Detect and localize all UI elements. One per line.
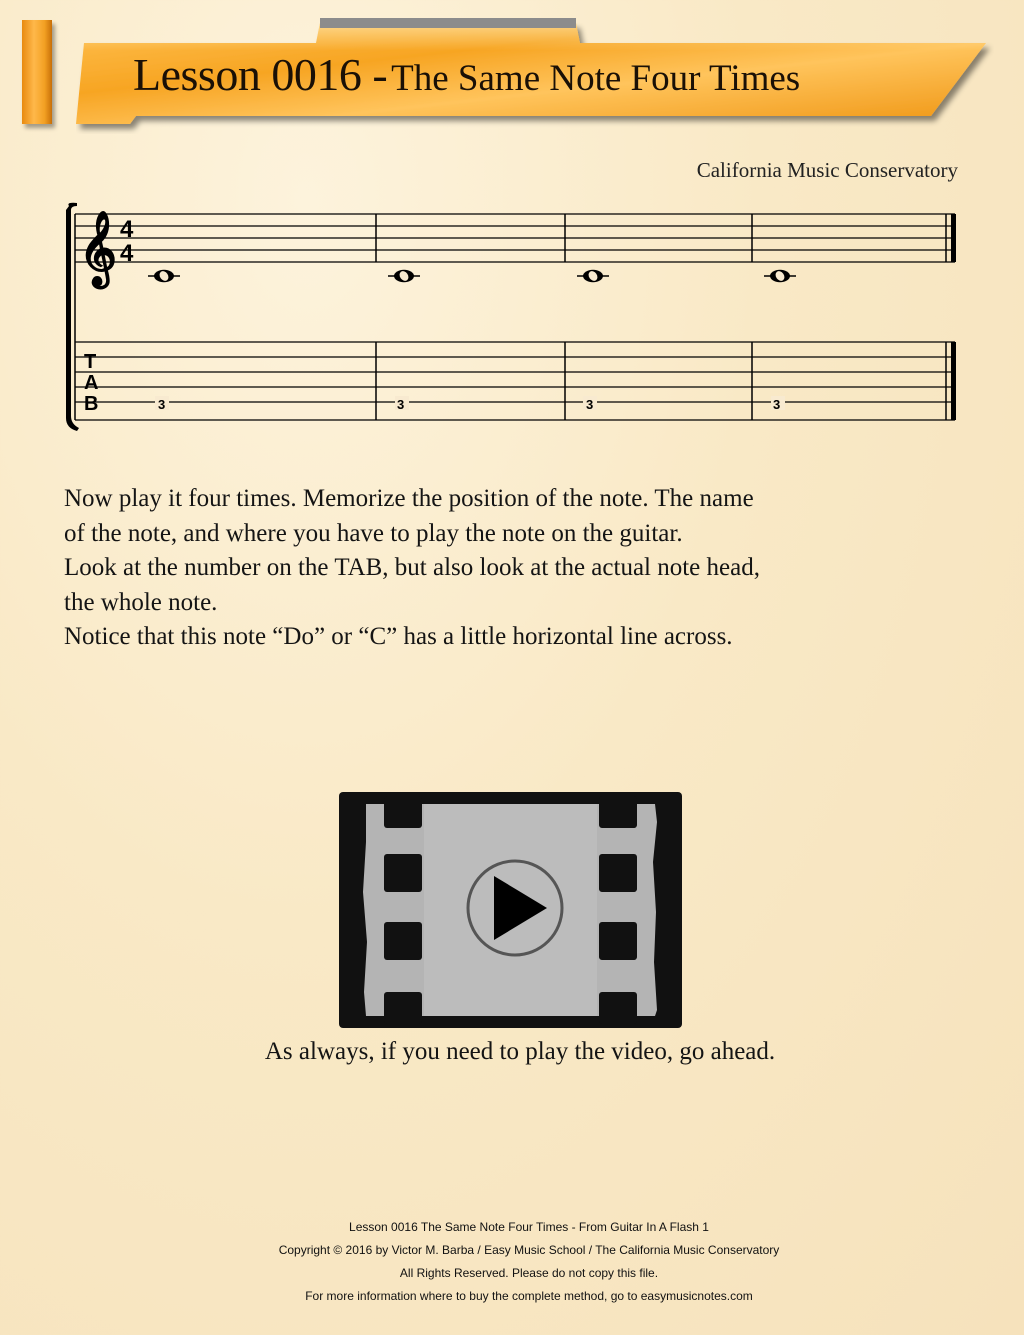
tab-label-b: B xyxy=(84,393,99,415)
title-banner xyxy=(76,18,994,134)
footer-rights: All Rights Reserved. Please do not copy this file. xyxy=(399,1266,659,1280)
standard-staff xyxy=(75,214,955,262)
instruction-line: Now play it four times. Memorize the position of the note. The name xyxy=(64,485,754,512)
system-bracket xyxy=(66,203,79,431)
tab-fret-number: 3 xyxy=(586,397,594,412)
tab-final-barline xyxy=(951,342,956,420)
whole-note xyxy=(148,269,180,282)
tab-label-t: T xyxy=(84,351,97,373)
footer-copyright: Copyright © 2016 by Victor M. Barba / Easy Music School / The California Music Conservatory xyxy=(278,1243,780,1257)
page-title xyxy=(133,48,800,101)
instruction-line: of the note, and where you have to play the note on the guitar. xyxy=(64,519,683,547)
lesson-number: Lesson 0016 - xyxy=(133,49,388,100)
lesson-title: The Same Note Four Times xyxy=(391,58,801,99)
tab-fret-number: 3 xyxy=(397,397,405,412)
instruction-line: the whole note. xyxy=(64,588,218,616)
film-play-icon xyxy=(339,792,682,1028)
lesson-instructions xyxy=(64,482,864,655)
music-score xyxy=(55,192,975,442)
instruction-line: Look at the number on the TAB, but also look at the actual note head, xyxy=(64,554,760,581)
tab-barlines xyxy=(376,342,946,420)
time-signature-bottom: 4 xyxy=(120,240,134,267)
time-signature-top: 4 xyxy=(120,216,134,243)
footer-more-info: For more information where to buy the complete method, go to easymusicnotes.com xyxy=(305,1289,753,1303)
tab-fret-number: 3 xyxy=(773,397,781,412)
footer-lesson-line: Lesson 0016 The Same Note Four Times - From Guitar In A Flash 1 xyxy=(349,1220,709,1234)
tab-fret-number: 3 xyxy=(158,397,166,412)
whole-note xyxy=(388,269,420,282)
organization-name: California Music Conservatory xyxy=(696,158,958,182)
tab-label-a: A xyxy=(84,372,99,394)
final-barline xyxy=(951,214,956,262)
tab-staff xyxy=(75,342,955,420)
header-accent-bar xyxy=(22,20,52,124)
video-play-button[interactable] xyxy=(339,792,682,1028)
treble-clef-icon: 𝄞 xyxy=(79,212,117,284)
whole-note xyxy=(764,269,796,282)
instruction-line: Notice that this note “Do” or “C” has a little horizontal line across. xyxy=(64,623,733,650)
page-footer xyxy=(0,1216,1024,1308)
whole-note xyxy=(577,269,609,282)
video-caption: As always, if you need to play the video, go ahead. xyxy=(264,1038,776,1065)
